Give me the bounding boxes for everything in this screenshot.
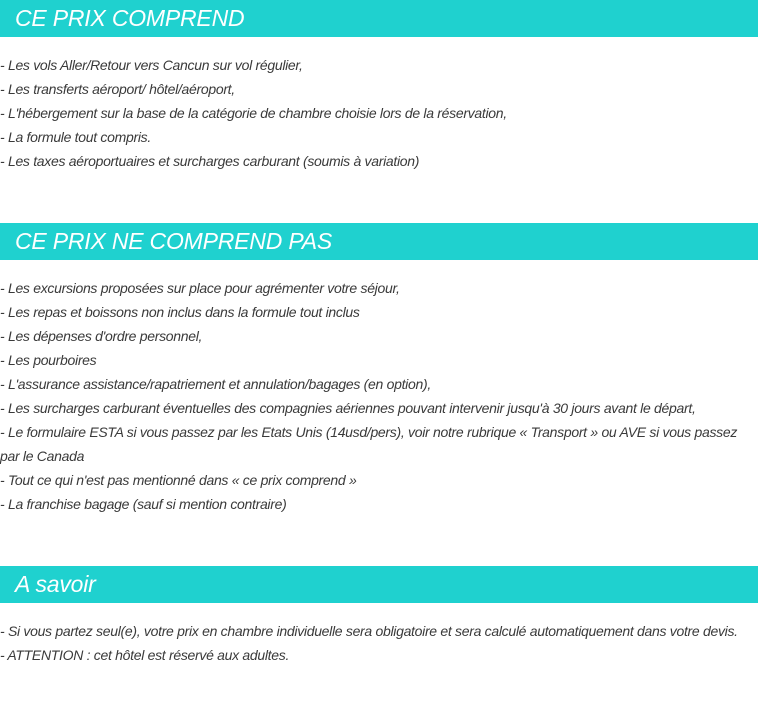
section-title: A savoir	[15, 571, 96, 597]
info-list	[0, 619, 758, 667]
list-item: - Les vols Aller/Retour vers Cancun sur vol régulier,	[0, 57, 303, 73]
section-title: CE PRIX NE COMPREND PAS	[15, 228, 333, 254]
section-title: CE PRIX COMPREND	[15, 5, 245, 31]
section-header-price-includes	[0, 0, 758, 37]
list-item: - La franchise bagage (sauf si mention contraire)	[0, 496, 287, 512]
excluded-list	[0, 276, 758, 516]
list-item: - Le formulaire ESTA si vous passez par les Etats Unis (14usd/pers), voir notre rubrique « Transport » ou AVE si vous passez par le Canada	[0, 424, 738, 464]
list-item: - Les dépenses d'ordre personnel,	[0, 328, 203, 344]
section-header-price-excludes	[0, 223, 758, 260]
list-item: - ATTENTION : cet hôtel est réservé aux adultes.	[0, 647, 290, 663]
list-item: - Les surcharges carburant éventuelles des compagnies aériennes pouvant intervenir jusqu'à 30 jours avant le départ,	[0, 400, 696, 416]
included-list	[0, 53, 758, 173]
list-item: - L'assurance assistance/rapatriement et annulation/bagages (en option),	[0, 376, 431, 392]
list-item: - Les excursions proposées sur place pour agrémenter votre séjour,	[0, 280, 400, 296]
list-item: - Si vous partez seul(e), votre prix en chambre individuelle sera obligatoire et sera calculé automatiquement dans votre devis.	[0, 623, 738, 639]
list-item: - Les pourboires	[0, 352, 97, 368]
list-item: - Les taxes aéroportuaires et surcharges carburant (soumis à variation)	[0, 153, 420, 169]
list-item: - L'hébergement sur la base de la catégorie de chambre choisie lors de la réservation,	[0, 105, 507, 121]
list-item: - Les repas et boissons non inclus dans la formule tout inclus	[0, 304, 360, 320]
list-item: - La formule tout compris.	[0, 129, 151, 145]
list-item: - Tout ce qui n'est pas mentionné dans « ce prix comprend »	[0, 472, 357, 488]
list-item: - Les transferts aéroport/ hôtel/aéroport,	[0, 81, 235, 97]
section-header-good-to-know	[0, 566, 758, 603]
